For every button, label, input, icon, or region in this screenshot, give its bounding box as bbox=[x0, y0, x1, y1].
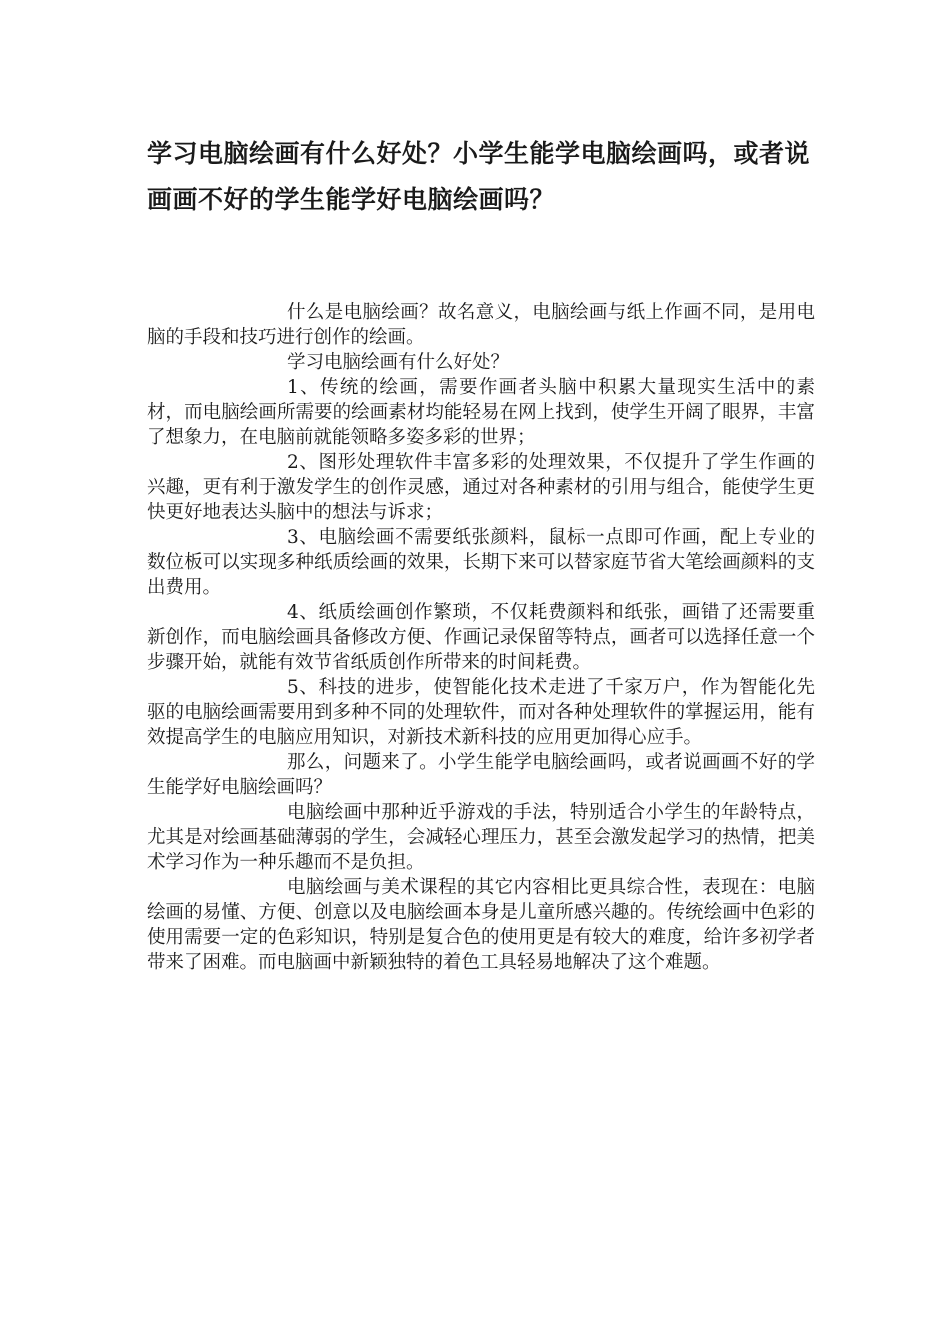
paragraph-benefit-5: 5、科技的进步，使智能化技术走进了千家万户，作为智能化先驱的电脑绘画需要用到多种不同的处理软件，而对各种处理软件的掌握运用，能有效提高学生的电脑应用知识，对新技术新科技的应用更加得心应手。 bbox=[147, 677, 815, 748]
paragraph-answer-2: 电脑绘画与美术课程的其它内容相比更具综合性，表现在：电脑绘画的易懂、方便、创意以及电脑绘画本身是儿童所感兴趣的。传统绘画中色彩的使用需要一定的色彩知识，特别是复合色的使用更是有较大的难度，给许多初学者带来了困难。而电脑画中新颖独特的着色工具轻易地解决了这个难题。 bbox=[147, 877, 815, 973]
document-body bbox=[147, 300, 815, 975]
document-title: 学习电脑绘画有什么好处？小学生能学电脑绘画吗，或者说画画不好的学生能学好电脑绘画吗？ bbox=[147, 139, 811, 214]
paragraph-definition: 什么是电脑绘画？故名意义，电脑绘画与纸上作画不同，是用电脑的手段和技巧进行创作的绘画。 bbox=[147, 302, 815, 348]
paragraph-question: 那么，问题来了。小学生能学电脑绘画吗，或者说画画不好的学生能学好电脑绘画吗？ bbox=[147, 752, 815, 798]
paragraph-benefits-heading: 学习电脑绘画有什么好处？ bbox=[287, 352, 510, 373]
paragraph-benefit-4: 4、纸质绘画创作繁琐，不仅耗费颜料和纸张，画错了还需要重新创作，而电脑绘画具备修改方便、作画记录保留等特点，画者可以选择任意一个步骤开始，就能有效节省纸质创作所带来的时间耗费。 bbox=[147, 602, 815, 673]
paragraph-benefit-2: 2、图形处理软件丰富多彩的处理效果，不仅提升了学生作画的兴趣，更有利于激发学生的创作灵感，通过对各种素材的引用与组合，能使学生更快更好地表达头脑中的想法与诉求； bbox=[147, 452, 815, 523]
paragraph-benefit-3: 3、电脑绘画不需要纸张颜料，鼠标一点即可作画，配上专业的数位板可以实现多种纸质绘画的效果，长期下来可以替家庭节省大笔绘画颜料的支出费用。 bbox=[147, 527, 815, 598]
paragraph-answer-1: 电脑绘画中那种近乎游戏的手法，特别适合小学生的年龄特点，尤其是对绘画基础薄弱的学生，会减轻心理压力，甚至会激发起学习的热情，把美术学习作为一种乐趣而不是负担。 bbox=[147, 802, 815, 873]
paragraph-benefit-1: 1、传统的绘画，需要作画者头脑中积累大量现实生活中的素材，而电脑绘画所需要的绘画素材均能轻易在网上找到，使学生开阔了眼界，丰富了想象力，在电脑前就能领略多姿多彩的世界； bbox=[147, 377, 815, 448]
